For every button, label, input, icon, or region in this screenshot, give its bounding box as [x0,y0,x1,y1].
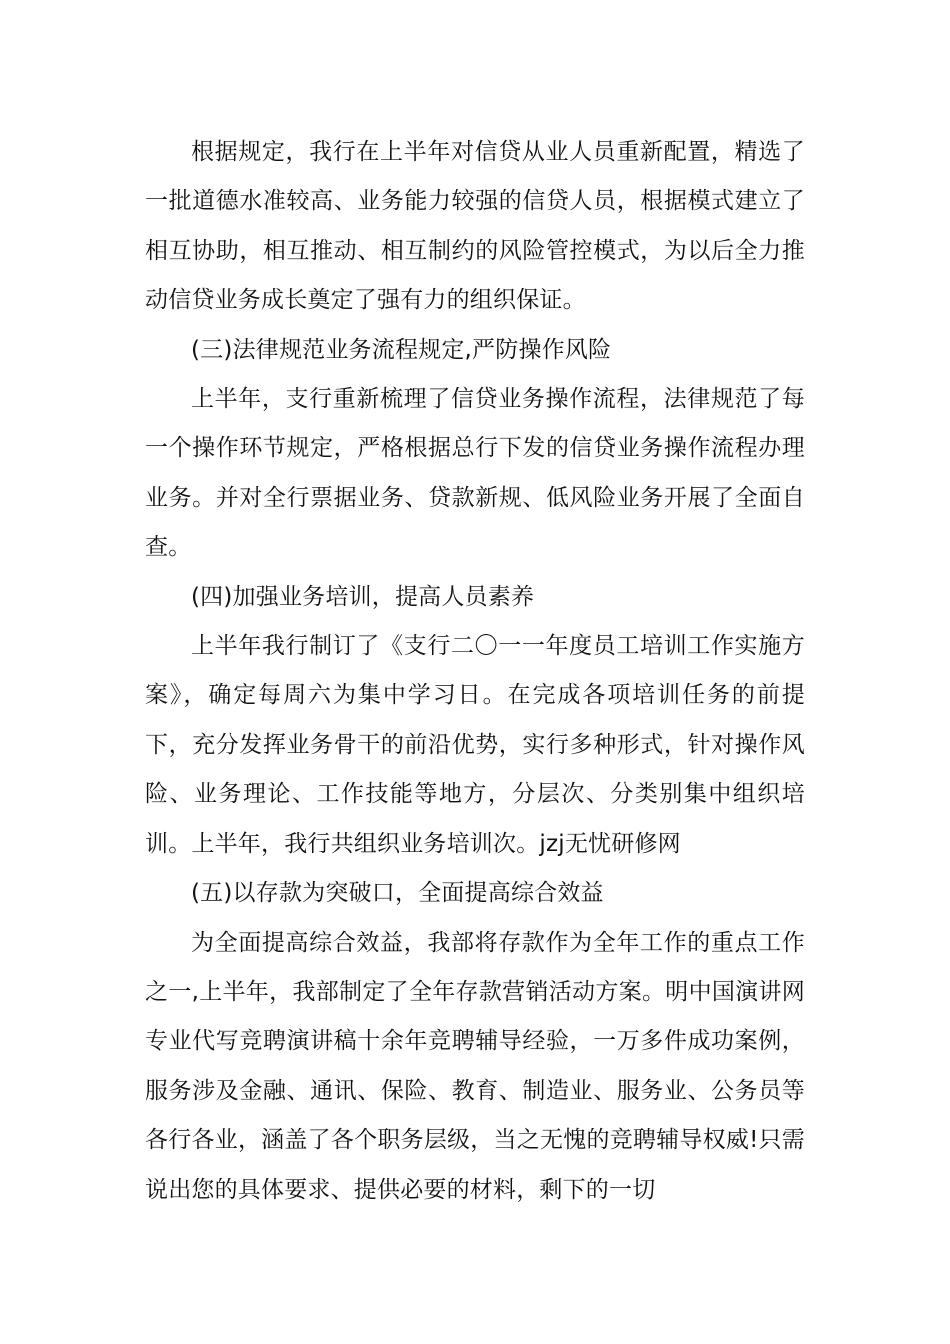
paragraph-process: 上半年，支行重新梳理了信贷业务操作流程，法律规范了每一个操作环节规定，严格根据总行下发的信贷业务操作流程办理业务。并对全行票据业务、贷款新规、低风险业务开展了全面自查。 [145,386,805,561]
document-body [145,128,805,1215]
paragraph-organization: 根据规定，我行在上半年对信贷从业人员重新配置，精选了一批道德水准较高、业务能力较强的信贷人员，根据模式建立了相互协助，相互推动、相互制约的风险管控模式，为以后全力推动信贷业务成长奠定了强有力的组织保证。 [145,139,805,314]
section-heading-5: (五)以存款为突破口，全面提高综合效益 [191,880,604,907]
paragraph-deposits: 为全面提高综合效益，我部将存款作为全年工作的重点工作之一,上半年，我部制定了全年存款营销活动方案。明中国演讲网专业代写竞聘演讲稿十余年竞聘辅导经验，一万多件成功案例，服务涉及金融、通讯、保险、教育、制造业、服务业、公务员等各行各业，涵盖了各个职务层级，当之无愧的竞聘辅导权威!只需说出您的具体要求、提供必要的材料，剩下的一切 [145,929,805,1203]
section-heading-3: (三)法律规范业务流程规定,严防操作风险 [191,336,612,363]
paragraph-training: 上半年我行制订了《支行二〇一一年度员工培训工作实施方案》，确定每周六为集中学习日。在完成各项培训任务的前提下，充分发挥业务骨干的前沿优势，实行多种形式，针对操作风险、业务理论、工作技能等地方，分层次、分类别集中组织培训。上半年，我行共组织业务培训次。jzj无忧研修网 [145,633,805,857]
section-heading-4: (四)加强业务培训，提高人员素养 [191,583,535,610]
